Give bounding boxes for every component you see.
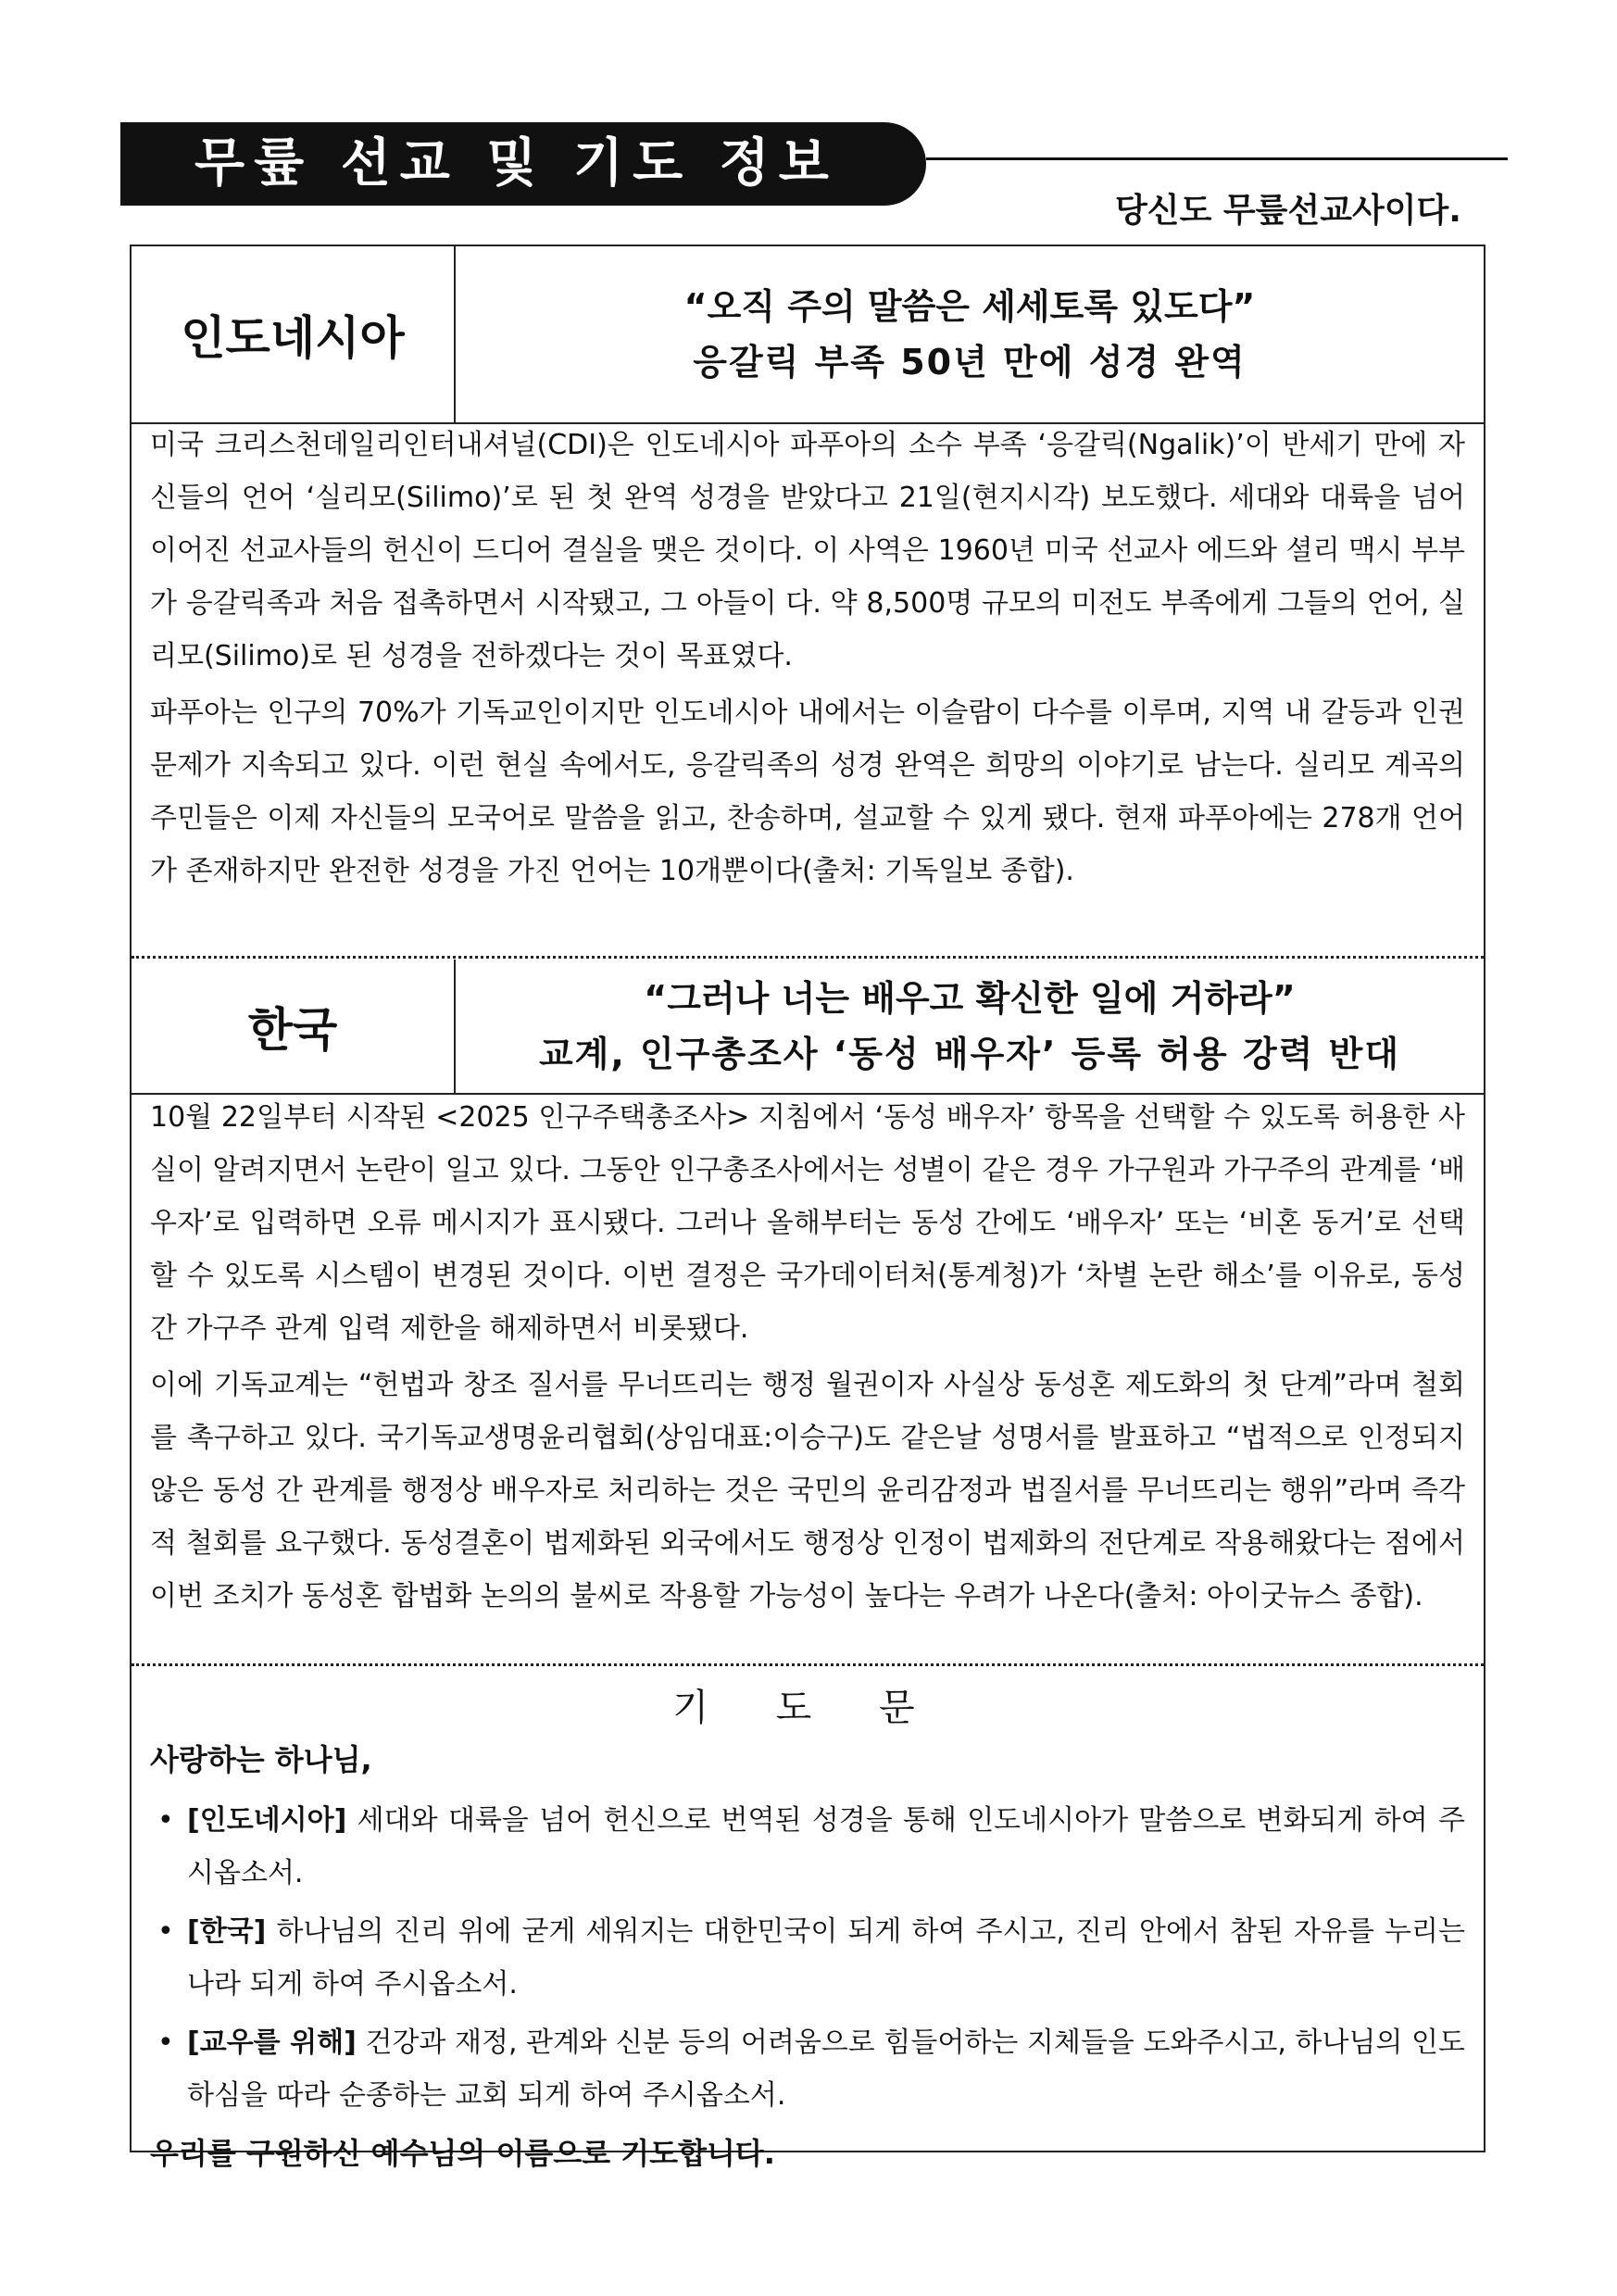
section-body-indonesia [150,419,1465,897]
section-body-korea [150,1091,1465,1623]
page-title: 무륲 선교 및 기도 정보 [194,133,838,194]
country-label: 인도네시아 [132,246,456,422]
section-divider [132,1663,1484,1666]
paragraph: 이에 기독교계는 “헌법과 창조 질서를 무너뜨리는 행정 월권이자 사실상 동성혼 제도화의 첫 단계”라며 철회를 촉구하고 있다. 국기독교생명윤리협회(상임대표:이승구)도 같은날 성명서를 발표하고 “법적으로 인정되지 않은 동성 간 관계를 행정상 배우자로 처리하는 것은 국민의 윤리감정과 법질서를 무너뜨리는 행위”라며 즉각적 철회를 요구했다. 동성결혼이 법제화된 외국에서도 행정상 인정이 법제화의 전단계로 작용해왔다는 점에서 이번 조치가 동성혼 합법화 논의의 불씨로 작용할 가능성이 높다는 우려가 나온다(출처: 아이굿뉴스 종합). [150,1369,1465,1612]
paragraph: 파푸아는 인구의 70%가 기독교인이지만 인도네시아 내에서는 이슬람이 다수를 이루며, 지역 내 갈등과 인권 문제가 지속되고 있다. 이런 현실 속에서도, 응갈릭족의 성경 완역은 희망의 이야기로 남는다. 실리모 계곡의 주민들은 이제 자신들의 모국어로 말씀을 읽고, 찬송하며, 설교할 수 있게 됐다. 현재 파푸아에는 278개 언어가 존재하지만 완전한 성경을 가진 언어는 10개뿐이다(출처: 기독일보 종합). [150,696,1465,887]
prayer-title: 기 도 문 [672,1687,943,1729]
content-box [130,245,1485,2171]
headline: 교계, 인구총조사 ‘동성 배우자’ 등록 허용 강력 반대 [538,1034,1401,1074]
country-label: 한국 [132,960,456,1093]
prayer-item [150,1905,1465,2011]
prayer-greeting: 사랑하는 하나님, [150,1742,372,1777]
bullet-icon: • [157,1915,174,1948]
page-subtitle: 당신도 무릎선교사이다. [1115,192,1461,230]
header-rule [926,157,1508,160]
prayer-item-tag: [교우를 위해] [187,2026,357,2059]
scripture-quote: “오직 주의 말씀은 세세토록 있도다” [683,286,1256,327]
headline: 응갈릭 부족 50년 만에 성경 완역 [693,342,1247,383]
scripture-quote: “그러나 너는 배우고 확신한 일에 거하라” [644,978,1296,1019]
prayer-item-text: 하나님의 진리 위에 굳게 세워지는 대한민국이 되게 하여 주시고, 진리 안에서 참된 자유를 누리는 나라 되게 하여 주시옵소서. [187,1915,1465,2001]
prayer-item [150,2016,1465,2122]
section-titles [456,960,1484,1093]
paragraph: 미국 크리스천데일리인터내셔널(CDI)은 인도네시아 파푸아의 소수 부족 ‘응갈릭(Ngalik)’이 반세기 만에 자신들의 언어 ‘실리모(Silimo)’로 된 첫 완역 성경을 받았다고 21일(현지시각) 보도했다. 세대와 대륙을 넘어 이어진 선교사들의 헌신이 드디어 결실을 맺은 것이다. 이 사역은 1960년 미국 선교사 에드와 셜리 맥시 부부가 응갈릭족과 처음 접촉하면서 시작됐고, 그 아들이 다. 약 8,500명 규모의 미전도 부족에게 그들의 언어, 실리모(Silimo)로 된 성경을 전하겠다는 것이 목표였다. [150,429,1465,672]
bullet-icon: • [157,1804,174,1837]
section-header-indonesia [132,246,1484,424]
section-divider [132,956,1484,959]
prayer-item-text: 세대와 대륙을 넘어 헌신으로 번역된 성경을 통해 인도네시아가 말씀으로 변화되게 하여 주시옵소서. [187,1804,1465,1889]
title-banner [120,122,926,206]
prayer-item-tag: [한국] [187,1915,267,1948]
prayer-item [150,1794,1465,1900]
section-titles [456,246,1484,422]
prayer-item-tag: [인도네시아] [187,1804,347,1837]
prayer-body [150,1734,1465,2180]
prayer-item-text: 건강과 재정, 관계와 신분 등의 어려움으로 힘들어하는 지체들을 도와주시고, 하나님의 인도하심을 따라 순종하는 교회 되게 하여 주시옵소서. [187,2026,1465,2112]
paragraph: 10월 22일부터 시작된 <2025 인구주택총조사> 지침에서 ‘동성 배우자’ 항목을 선택할 수 있도록 허용한 사실이 알려지면서 논란이 일고 있다. 그동안 인구총조사에서는 성별이 같은 경우 가구원과 가구주의 관계를 ‘배우자’로 입력하면 오류 메시지가 표시됐다. 그러나 올해부터는 동성 간에도 ‘배우자’ 또는 ‘비혼 동거’로 선택할 수 있도록 시스템이 변경된 것이다. 이번 결정은 국가데이터처(통계청)가 ‘차별 논란 해소’를 이유로, 동성 간 가구주 관계 입력 제한을 해제하면서 비롯됐다. [150,1101,1465,1345]
prayer-closing: 우리를 구원하신 예수님의 이름으로 기도합니다. [150,2136,775,2171]
section-header-korea [132,960,1484,1095]
bullet-icon: • [157,2026,174,2059]
